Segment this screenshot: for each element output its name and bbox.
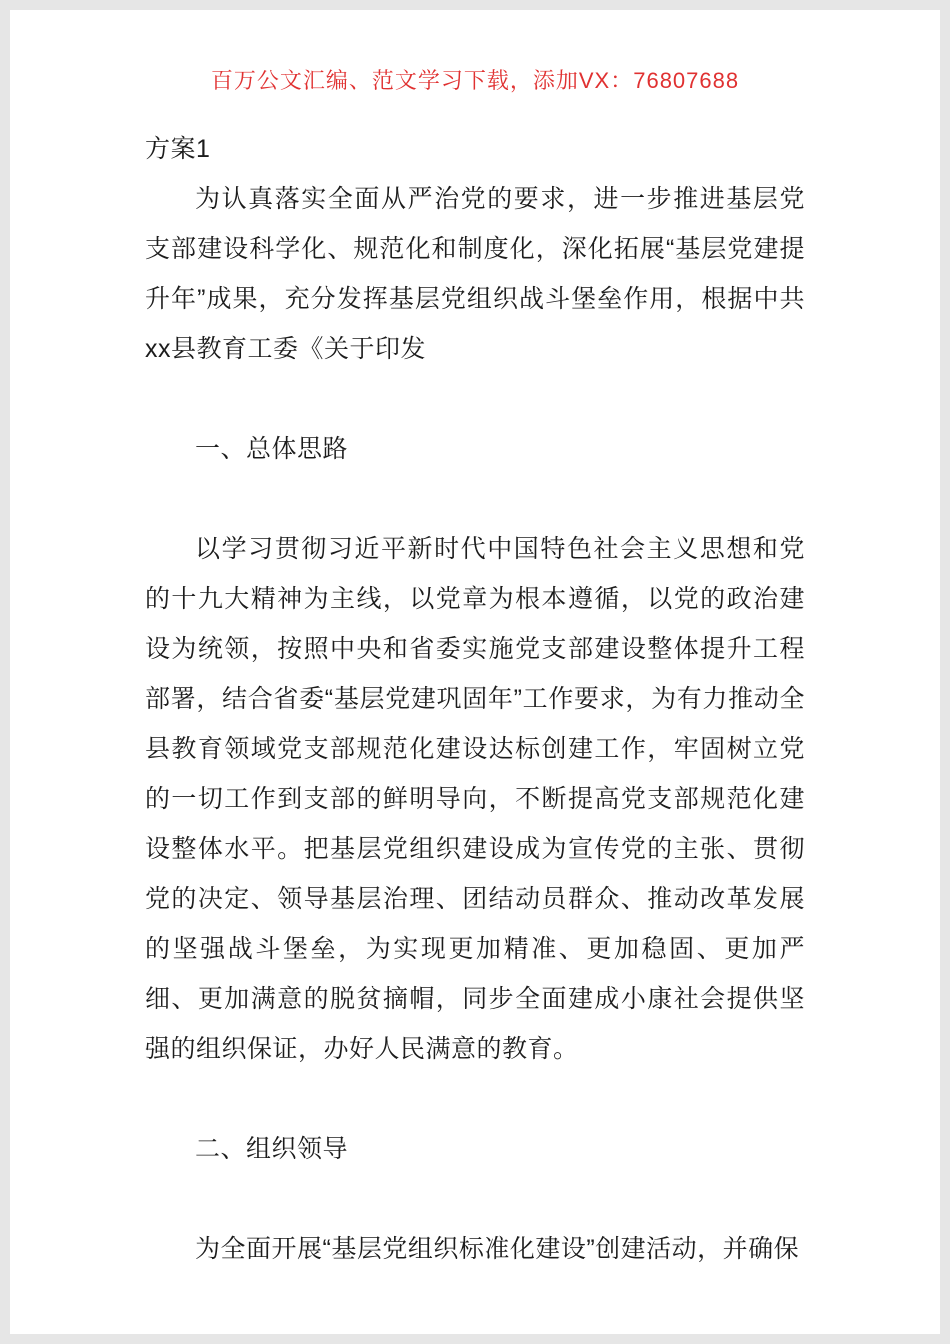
paragraph: 以学习贯彻习近平新时代中国特色社会主义思想和党的十九大精神为主线，以党章为根本遵循，以党的政治建设为统领，按照中央和省委实施党支部建设整体提升工程部署，结合省委“基层党建巩固年”工作要求，为有力推动全县教育领域党支部规范化建设达标创建工作，牢固树立党的一切工作到支部的鲜明导向，不断提高党支部规范化建设整体水平。把基层党组织建设成为宣传党的主张、贯彻党的决定、领导基层治理、团结动员群众、推动改革发展的坚强战斗堡垒，为实现更加精准、更加稳固、更加严细、更加满意的脱贫摘帽，同步全面建成小康社会提供坚强的组织保证，办好人民满意的教育。 [145, 535, 805, 1063]
document-body [145, 124, 805, 1274]
doc-content [145, 174, 805, 1274]
doc-title: 方案1 [145, 135, 211, 163]
section-heading: 二、组织领导 [195, 1135, 349, 1163]
section-heading: 一、总体思路 [195, 435, 349, 463]
paragraph: 为全面开展“基层党组织标准化建设”创建活动，并确保 [195, 1235, 800, 1263]
document-page [10, 10, 940, 1334]
paragraph: 为认真落实全面从严治党的要求，进一步推进基层党支部建设科学化、规范化和制度化，深化拓展“基层党建提升年”成果，充分发挥基层党组织战斗堡垒作用，根据中共xx县教育工委《关于印发 [145, 185, 805, 363]
watermark-notice: 百万公文汇编、范文学习下载，添加VX：76807688 [210, 68, 740, 93]
